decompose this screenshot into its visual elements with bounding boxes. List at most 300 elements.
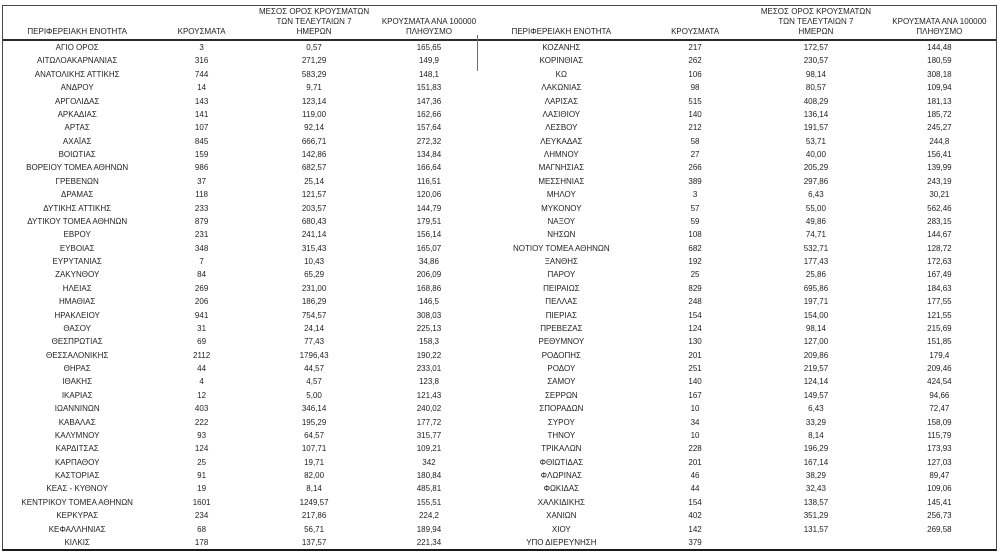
cases-cell: 107 <box>194 123 209 133</box>
cases-cell: 142 <box>688 524 702 534</box>
region-cell: ΑΝΑΤΟΛΙΚΗΣ ΑΤΤΙΚΗΣ <box>34 69 120 79</box>
avg-7day-cell: 5,00 <box>306 390 322 400</box>
region-cell: ΗΜΑΘΙΑΣ <box>59 297 96 307</box>
per-100k-cell: 165,07 <box>416 243 442 253</box>
table-row <box>3 228 482 241</box>
avg-7day-cell: 44,57 <box>304 364 325 373</box>
table-body-left <box>3 40 482 549</box>
col-header-cases <box>151 6 252 40</box>
avg-7day-cell: 121,57 <box>301 190 327 200</box>
per-100k-cell: 245,27 <box>927 123 952 133</box>
table-body-right <box>482 40 996 549</box>
per-100k-cell: 342 <box>422 457 436 467</box>
cases-cell: 130 <box>688 337 702 347</box>
region-cell: ΜΗΛΟΥ <box>546 190 576 200</box>
per-100k-cell: 173,93 <box>927 444 952 454</box>
avg-7day-cell: 195,29 <box>301 417 327 427</box>
avg-7day-cell: 177,43 <box>803 257 829 266</box>
per-100k-cell: 180,84 <box>416 471 442 480</box>
avg-7day-cell <box>749 536 883 549</box>
avg-7day-cell: 1249,57 <box>299 497 329 507</box>
per-100k-cell: 158,09 <box>927 417 952 427</box>
cases-cell: 231 <box>194 230 209 240</box>
region-cell: ΣΑΜΟΥ <box>547 377 576 387</box>
cases-cell: 159 <box>194 150 209 159</box>
table-row <box>3 429 482 442</box>
region-cell: ΒΟΡΕΙΟΥ ΤΟΜΕΑ ΑΘΗΝΩΝ <box>26 163 129 173</box>
cases-cell: 31 <box>197 323 207 333</box>
cases-cell: 106 <box>688 69 702 79</box>
per-100k-cell: 162,66 <box>416 109 442 119</box>
region-cell: ΘΕΣΠΡΩΤΙΑΣ <box>51 337 103 347</box>
region-cell: ΤΗΝΟΥ <box>547 430 576 440</box>
table-row <box>482 148 996 161</box>
avg-7day-cell: 695,86 <box>803 283 829 293</box>
cases-cell: 222 <box>194 417 209 427</box>
cases-cell: 10 <box>690 430 700 440</box>
col-header-region <box>3 6 151 40</box>
per-100k-cell: 244,8 <box>929 136 950 146</box>
region-cell: ΚΑΡΔΙΤΣΑΣ <box>55 444 99 454</box>
table-row <box>482 161 996 174</box>
per-100k-cell: 185,72 <box>927 109 952 119</box>
avg-7day-cell: 8,14 <box>808 430 824 440</box>
table-row <box>482 268 996 281</box>
region-cell: ΚΑΒΑΛΑΣ <box>58 417 96 427</box>
table-row <box>482 202 996 215</box>
table-row <box>482 242 996 255</box>
cases-cell: 143 <box>194 96 209 106</box>
region-cell: ΡΕΘΥΜΝΟΥ <box>538 337 585 347</box>
region-cell: ΝΑΞΟΥ <box>547 216 576 226</box>
table-row <box>3 389 482 402</box>
per-100k-cell: 121,55 <box>927 310 952 320</box>
cases-cell: 93 <box>197 430 207 440</box>
cases-cell: 192 <box>688 257 702 266</box>
col-header-region <box>482 6 641 40</box>
avg-7day-cell: 231,00 <box>301 283 327 293</box>
region-cell: ΚΑΛΥΜΝΟΥ <box>54 430 100 440</box>
col-header-per100k: ΚΡΟΥΣΜΑΤΑ ΑΝΑ 100000 ΠΛΗΘΥΣΜΟ <box>883 6 996 40</box>
per-100k-cell: 157,64 <box>416 123 442 133</box>
per-100k-cell: 215,69 <box>927 323 952 333</box>
region-cell: ΙΘΑΚΗΣ <box>62 377 93 387</box>
per-100k-cell: 177,72 <box>416 417 442 427</box>
region-cell: ΠΡΕΒΕΖΑΣ <box>540 323 583 333</box>
cases-cell: 98 <box>690 83 700 93</box>
per-100k-cell: 243,19 <box>927 176 952 186</box>
avg-7day-cell: 209,86 <box>803 350 829 360</box>
region-cell: ΠΙΕΡΙΑΣ <box>545 310 577 320</box>
per-100k-cell: 283,15 <box>927 216 952 226</box>
cases-cell: 3 <box>199 43 204 52</box>
region-cell: ΜΕΣΣΗΝΙΑΣ <box>538 176 585 186</box>
per-100k-cell: 225,13 <box>416 323 442 333</box>
table-row <box>3 54 482 67</box>
region-cell: ΝΟΤΙΟΥ ΤΟΜΕΑ ΑΘΗΝΩΝ <box>513 243 610 253</box>
region-cell: ΖΑΚΥΝΘΟΥ <box>55 270 100 280</box>
region-cell: ΑΝΔΡΟΥ <box>60 83 94 93</box>
avg-7day-cell: 682,57 <box>301 163 327 173</box>
cases-cell: 316 <box>194 56 209 66</box>
per-100k-cell: 147,36 <box>416 96 442 106</box>
per-100k-cell: 233,01 <box>416 364 442 373</box>
region-cell: ΞΑΝΘΗΣ <box>544 257 578 266</box>
cases-cell: 12 <box>197 390 207 400</box>
table-row <box>482 429 996 442</box>
cases-cell: 124 <box>194 444 209 454</box>
avg-7day-cell: 64,57 <box>304 430 325 440</box>
cases-cell: 154 <box>688 310 702 320</box>
col-header-per100k: ΚΡΟΥΣΜΑΤΑ ΑΝΑ 100000 ΠΛΗΘΥΣΜΟ <box>376 6 481 40</box>
cases-cell: 941 <box>194 310 209 320</box>
cases-cell: 379 <box>688 537 702 547</box>
table-row <box>3 175 482 188</box>
avg-7day-cell: 241,14 <box>301 230 327 240</box>
table-row <box>482 40 996 54</box>
avg-7day-cell: 123,14 <box>301 96 327 106</box>
per-100k-cell: 139,99 <box>927 163 952 173</box>
table-row <box>482 68 996 81</box>
per-100k-cell: 177,55 <box>927 297 952 307</box>
region-cell: ΑΡΤΑΣ <box>64 123 90 133</box>
avg-7day-cell: 25,14 <box>304 176 325 186</box>
region-cell: ΛΑΚΩΝΙΑΣ <box>541 83 582 93</box>
cases-cell: 251 <box>688 364 702 373</box>
cases-cell: 228 <box>688 444 702 454</box>
per-100k-cell <box>883 536 996 549</box>
region-cell: ΚΙΛΚΙΣ <box>64 537 90 547</box>
avg-7day-cell: 82,00 <box>304 471 325 480</box>
per-100k-cell: 121,43 <box>416 390 442 400</box>
region-cell: ΧΑΛΚΙΔΙΚΗΣ <box>537 497 585 507</box>
table-row <box>3 148 482 161</box>
region-cell: ΥΠΟ ΔΙΕΡΕΥΝΗΣΗ <box>526 537 597 547</box>
table-row <box>3 335 482 348</box>
cases-cell: 27 <box>690 150 700 159</box>
region-cell: ΣΥΡΟΥ <box>547 417 575 427</box>
cases-cell: 44 <box>197 364 207 373</box>
region-cell: ΓΡΕΒΕΝΩΝ <box>55 176 99 186</box>
table-row <box>3 456 482 469</box>
cases-cell: 269 <box>194 283 209 293</box>
avg-7day-cell: 98,14 <box>805 69 826 79</box>
table-row <box>482 309 996 322</box>
region-cell: ΝΗΣΩΝ <box>547 230 576 240</box>
per-100k-cell: 156,41 <box>927 150 952 159</box>
table-mid-divider <box>477 35 478 71</box>
cases-cell: 37 <box>197 176 207 186</box>
per-100k-cell: 172,63 <box>927 257 952 266</box>
region-cell: ΠΑΡΟΥ <box>547 270 576 280</box>
cases-cell: 262 <box>688 56 702 66</box>
col-header-cases <box>641 6 749 40</box>
per-100k-cell: 128,72 <box>927 243 952 253</box>
cases-cell: 2112 <box>193 350 211 360</box>
region-cell: ΚΕΦΑΛΛΗΝΙΑΣ <box>48 524 106 534</box>
table-row <box>482 482 996 495</box>
region-cell: ΗΛΕΙΑΣ <box>62 283 92 293</box>
region-cell: ΧΙΟΥ <box>551 524 571 534</box>
region-cell: ΚΕΝΤΡΙΚΟΥ ΤΟΜΕΑ ΑΘΗΝΩΝ <box>21 497 133 507</box>
cases-cell: 46 <box>690 471 700 480</box>
table-row <box>482 81 996 94</box>
per-100k-cell: 134,84 <box>416 150 442 159</box>
cases-cell: 19 <box>197 484 207 494</box>
avg-7day-cell: 25,86 <box>805 270 826 280</box>
per-100k-cell: 315,77 <box>416 430 442 440</box>
col-header-avg7: ΜΕΣΟΣ ΟΡΟΣ ΚΡΟΥΣΜΑΤΩΝ ΤΩΝ ΤΕΛΕΥΤΑΙΩΝ 7 ΗΜΕΡΩΝ <box>252 6 376 40</box>
avg-7day-cell: 107,71 <box>301 444 327 454</box>
cases-cell: 217 <box>688 43 702 52</box>
table-row <box>482 362 996 375</box>
avg-7day-cell: 77,43 <box>304 337 325 347</box>
cases-cell: 124 <box>688 323 702 333</box>
cases-cell: 68 <box>197 524 207 534</box>
avg-7day-cell: 532,71 <box>803 243 829 253</box>
cases-cell: 4 <box>199 377 204 387</box>
cases-cell: 348 <box>194 243 209 253</box>
avg-7day-cell: 315,43 <box>301 243 327 253</box>
per-100k-cell: 221,34 <box>416 537 442 547</box>
table-row <box>3 135 482 148</box>
table-row <box>3 255 482 268</box>
table-row <box>3 469 482 482</box>
cases-cell: 234 <box>194 511 209 521</box>
per-100k-cell: 115,79 <box>927 430 952 440</box>
per-100k-cell: 179,51 <box>416 216 442 226</box>
table-row <box>3 81 482 94</box>
region-cell: ΤΡΙΚΑΛΩΝ <box>541 444 582 454</box>
per-100k-cell: 145,41 <box>927 497 952 507</box>
per-100k-cell: 94,66 <box>929 390 950 400</box>
region-cell: ΚΩ <box>555 69 567 79</box>
per-100k-cell: 166,64 <box>416 163 442 173</box>
table-row <box>3 268 482 281</box>
table-row <box>3 215 482 228</box>
avg-7day-cell: 680,43 <box>301 216 327 226</box>
per-100k-cell: 123,8 <box>418 377 439 387</box>
avg-7day-cell: 219,57 <box>803 364 829 373</box>
per-100k-cell: 308,18 <box>927 69 952 79</box>
per-100k-cell: 190,22 <box>416 350 442 360</box>
table-row <box>482 282 996 295</box>
region-cell: ΑΙΤΩΛΟΑΚΑΡΝΑΝΙΑΣ <box>37 56 118 66</box>
avg-7day-cell: 8,14 <box>306 484 322 494</box>
cases-cell: 829 <box>688 283 702 293</box>
per-100k-cell: 30,21 <box>929 190 950 200</box>
table-row <box>3 496 482 509</box>
avg-7day-cell: 149,57 <box>803 390 829 400</box>
per-100k-cell: 206,09 <box>416 270 442 280</box>
avg-7day-cell: 271,29 <box>301 56 327 66</box>
per-100k-cell: 144,79 <box>416 203 442 213</box>
avg-7day-cell: 196,29 <box>803 444 829 454</box>
avg-7day-cell: 0,57 <box>306 43 322 52</box>
region-cell: ΑΓΙΟ ΟΡΟΣ <box>55 43 99 52</box>
table-row <box>3 282 482 295</box>
region-cell: ΚΕΑΣ - ΚΥΘΝΟΥ <box>46 484 108 494</box>
cases-cell: 59 <box>690 216 700 226</box>
region-cell: ΦΛΩΡΙΝΑΣ <box>540 471 582 480</box>
cases-cell: 1601 <box>192 497 211 507</box>
cases-cell: 233 <box>194 203 209 213</box>
per-100k-cell: 189,94 <box>416 524 442 534</box>
cases-cell: 57 <box>690 203 700 213</box>
cases-cell: 108 <box>688 230 702 240</box>
col-header-cases-label: ΚΡΟΥΣΜΑΤΑ <box>671 27 720 36</box>
table-header-right <box>482 6 996 40</box>
per-100k-cell: 109,21 <box>416 444 442 454</box>
region-cell: ΗΡΑΚΛΕΙΟΥ <box>54 310 100 320</box>
table-row <box>3 309 482 322</box>
cases-cell: 14 <box>197 83 207 93</box>
table-row <box>482 228 996 241</box>
per-100k-cell: 144,48 <box>927 43 952 52</box>
cases-cell: 212 <box>688 123 702 133</box>
cases-cell: 682 <box>688 243 702 253</box>
region-cell: ΠΕΛΛΑΣ <box>545 297 578 307</box>
table-row <box>3 349 482 362</box>
avg-7day-cell: 40,00 <box>805 150 826 159</box>
table-row <box>3 242 482 255</box>
avg-7day-cell: 172,57 <box>803 43 829 52</box>
per-100k-cell: 562,46 <box>927 203 952 213</box>
region-cell: ΕΥΒΟΙΑΣ <box>59 243 95 253</box>
cases-cell: 25 <box>690 270 700 280</box>
avg-7day-cell: 10,43 <box>304 257 325 266</box>
region-cell: ΕΥΡΥΤΑΝΙΑΣ <box>52 257 102 266</box>
table-row <box>3 95 482 108</box>
cases-cell: 178 <box>194 537 209 547</box>
table-row <box>3 362 482 375</box>
table-row <box>3 402 482 415</box>
per-100k-cell: 184,63 <box>927 283 952 293</box>
cases-cell: 140 <box>688 109 702 119</box>
table-row <box>482 215 996 228</box>
per-100k-cell: 34,86 <box>418 257 439 266</box>
avg-7day-cell: 205,29 <box>803 163 829 173</box>
table-row <box>482 255 996 268</box>
cases-cell: 201 <box>688 457 702 467</box>
table-row <box>3 202 482 215</box>
per-100k-cell: 146,5 <box>418 297 439 307</box>
cases-cell: 389 <box>688 176 702 186</box>
table-row <box>3 161 482 174</box>
table-row <box>482 442 996 455</box>
region-cell: ΛΑΡΙΣΑΣ <box>544 96 579 106</box>
avg-7day-cell: 137,57 <box>301 537 327 547</box>
per-100k-cell: 158,3 <box>418 337 439 347</box>
cases-cell: 879 <box>194 216 209 226</box>
table-row <box>3 416 482 429</box>
avg-7day-cell: 351,29 <box>803 511 829 521</box>
per-100k-cell: 424,54 <box>927 377 952 387</box>
avg-7day-cell: 19,71 <box>304 457 325 467</box>
cases-cell: 10 <box>690 404 700 414</box>
avg-7day-cell: 119,00 <box>302 109 327 119</box>
per-100k-cell: 167,49 <box>927 270 952 280</box>
table-row <box>482 402 996 415</box>
region-cell: ΣΠΟΡΑΔΩΝ <box>539 404 584 414</box>
per-100k-cell: 151,85 <box>927 337 952 347</box>
per-100k-cell: 116,51 <box>417 176 441 186</box>
avg-7day-cell: 197,71 <box>803 297 829 307</box>
avg-7day-cell: 154,00 <box>803 310 829 320</box>
region-cell: ΡΟΔΟΠΗΣ <box>541 350 581 360</box>
cases-cell: 44 <box>690 484 700 494</box>
region-cell: ΦΘΙΩΤΙΔΑΣ <box>539 457 584 467</box>
avg-7day-cell: 583,29 <box>301 69 327 79</box>
cases-table-left <box>3 6 482 549</box>
region-cell: ΧΑΝΙΩΝ <box>546 511 577 521</box>
region-cell: ΛΑΣΙΘΙΟΥ <box>542 109 581 119</box>
avg-7day-cell: 203,57 <box>301 203 327 213</box>
table-row <box>482 322 996 335</box>
per-100k-cell: 165,65 <box>416 43 442 52</box>
region-cell: ΚΕΡΚΥΡΑΣ <box>56 511 99 521</box>
table-row <box>482 108 996 121</box>
col-header-cases-label: ΚΡΟΥΣΜΑΤΑ <box>177 27 226 36</box>
avg-7day-cell: 1796,43 <box>299 350 329 360</box>
region-cell: ΚΑΣΤΟΡΙΑΣ <box>54 471 100 480</box>
region-cell: ΘΑΣΟΥ <box>63 323 92 333</box>
table-row <box>482 496 996 509</box>
table-row <box>3 509 482 522</box>
per-100k-cell: 109,94 <box>927 83 952 93</box>
table-row <box>482 469 996 482</box>
avg-7day-cell: 6,43 <box>808 404 824 414</box>
cases-cell: 206 <box>194 297 209 307</box>
per-100k-cell: 144,67 <box>927 230 952 240</box>
table-row <box>482 175 996 188</box>
table-row <box>482 295 996 308</box>
region-cell: ΑΡΓΟΛΙΔΑΣ <box>55 96 100 106</box>
per-100k-cell: 256,73 <box>927 511 952 521</box>
table-row <box>482 335 996 348</box>
table-row <box>3 322 482 335</box>
avg-7day-cell: 754,57 <box>301 310 327 320</box>
avg-7day-cell: 65,29 <box>304 270 325 280</box>
region-cell: ΠΕΙΡΑΙΩΣ <box>543 283 580 293</box>
per-100k-cell: 151,83 <box>416 83 442 93</box>
avg-7day-cell: 230,57 <box>803 56 829 66</box>
region-cell: ΕΒΡΟΥ <box>63 230 91 240</box>
table-row <box>3 482 482 495</box>
col-header-region-label: ΠΕΡΙΦΕΡΕΙΑΚΗ ΕΝΟΤΗΤΑ <box>511 27 612 36</box>
per-100k-cell: 89,47 <box>929 471 950 480</box>
avg-7day-cell: 408,29 <box>803 96 829 106</box>
region-cell: ΚΑΡΠΑΘΟΥ <box>54 457 100 467</box>
cases-cell: 201 <box>688 350 702 360</box>
avg-7day-cell: 55,00 <box>805 203 826 213</box>
per-100k-cell: 224,2 <box>418 511 439 521</box>
cases-cell: 69 <box>197 337 207 347</box>
region-cell: ΒΟΙΩΤΙΑΣ <box>58 150 96 159</box>
table-row <box>3 121 482 134</box>
table-row <box>482 536 996 549</box>
avg-7day-cell: 32,43 <box>805 484 826 494</box>
cases-cell: 3 <box>692 190 698 200</box>
cases-cell: 141 <box>194 109 209 119</box>
per-100k-cell: 148,1 <box>418 69 439 79</box>
table-row <box>482 509 996 522</box>
region-cell: ΙΩΑΝΝΙΝΩΝ <box>54 404 100 414</box>
avg-7day-cell: 136,14 <box>803 109 829 119</box>
per-100k-cell: 181,13 <box>927 96 952 106</box>
cases-cell: 402 <box>688 511 702 521</box>
cases-cell: 91 <box>197 471 207 480</box>
